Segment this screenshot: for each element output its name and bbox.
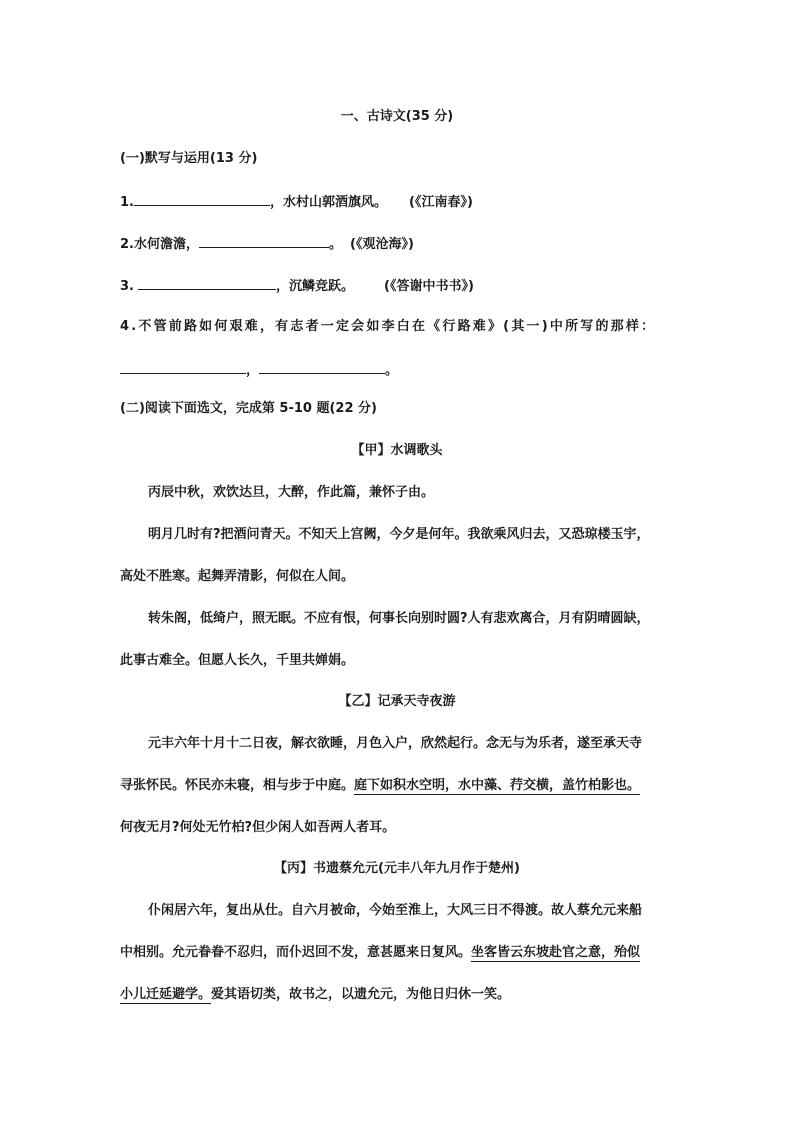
yi-underlined-sentence: 庭下如积水空明，水中藻、荇交横，盖竹柏影也。 [354, 778, 641, 793]
q3-answer-blank[interactable] [138, 276, 276, 290]
question-4-answer [120, 360, 398, 380]
yi-title: 【乙】记承天寺夜游 [338, 694, 456, 709]
q1-number: 1. [120, 195, 134, 210]
q2-text-after: 。 [329, 237, 343, 252]
yi-line2 [120, 777, 640, 795]
jia-preface: 丙辰中秋，欢饮达旦，大醉，作此篇，兼怀子由。 [148, 485, 435, 500]
yi-line1: 元丰六年十月十二日夜，解衣欲睡，月色入户，欣然起行。念无与为乐者，遂至承天寺 [148, 736, 643, 751]
section-title: 一、古诗文(35 分) [340, 109, 454, 124]
jia-p1-line1: 明月几时有?把酒问青天。不知天上宫阙，今夕是何年。我欲乘风归去，又恐琼楼玉宇， [148, 527, 650, 542]
q4-answer-blank-1[interactable] [120, 360, 246, 374]
q2-source: (《观沧海》) [350, 237, 414, 252]
bing-underlined-sentence-part2: 小儿迁延避学。 [120, 987, 212, 1002]
q2-answer-blank[interactable] [199, 234, 329, 248]
q1-text: ，水村山郭酒旗风。 [269, 195, 387, 210]
bing-line3-text: 爱其语切类，故书之，以遗允元，为他日归休一笑。 [211, 987, 511, 1002]
q1-source: (《江南春》) [409, 195, 473, 210]
q2-number: 2. [120, 237, 134, 252]
jia-p2-line2: 此事古难全。但愿人长久，千里共婵娟。 [120, 653, 355, 668]
part1-heading: (一)默写与运用(13 分) [120, 151, 258, 166]
part2-heading: (二)阅读下面选文，完成第 5-10 题(22 分) [120, 401, 377, 416]
bing-line3 [120, 986, 510, 1004]
bing-line2-text: 中相别。允元眷眷不忍归，而仆迟回不发，意甚愿来日复风。 [120, 945, 472, 960]
yi-line2-text: 寻张怀民。怀民亦未寝，相与步于中庭。 [120, 778, 355, 793]
question-3 [120, 276, 474, 296]
bing-line1: 仆闲居六年，复出从仕。自六月被命，今始至淮上，大风三日不得渡。故人蔡允元来船 [148, 903, 643, 918]
bing-line2 [120, 944, 640, 962]
q4-end: 。 [385, 363, 399, 378]
question-1 [120, 192, 473, 212]
question-2 [120, 234, 414, 254]
q3-source: (《答谢中书书》) [384, 279, 474, 294]
q2-text-before: 水何澹澹， [133, 237, 199, 252]
jia-p1-line2: 高处不胜寒。起舞弄清影，何似在人间。 [120, 569, 355, 584]
yi-line3: 何夜无月?何处无竹柏?但少闲人如吾两人者耳。 [120, 820, 396, 835]
bing-title: 【丙】书遗蔡允元(元丰八年九月作于楚州) [274, 861, 520, 876]
jia-title: 【甲】水调歌头 [351, 443, 443, 458]
q3-number: 3. [120, 279, 134, 294]
q1-answer-blank[interactable] [134, 192, 270, 206]
question-4: 4.不管前路如何艰难，有志者一定会如李白在《行路难》(其一)中所写的那样： [120, 319, 657, 334]
q3-text: ，沉鳞竞跃。 [275, 279, 354, 294]
q4-answer-blank-2[interactable] [259, 360, 385, 374]
jia-p2-line1: 转朱阁，低绮户，照无眠。不应有恨，何事长向别时圆?人有悲欢离合，月有阴晴圆缺， [148, 611, 650, 626]
bing-underlined-sentence-part1: 坐客皆云东坡赴官之意，殆似 [471, 945, 641, 960]
q4-separator: ， [246, 363, 260, 378]
